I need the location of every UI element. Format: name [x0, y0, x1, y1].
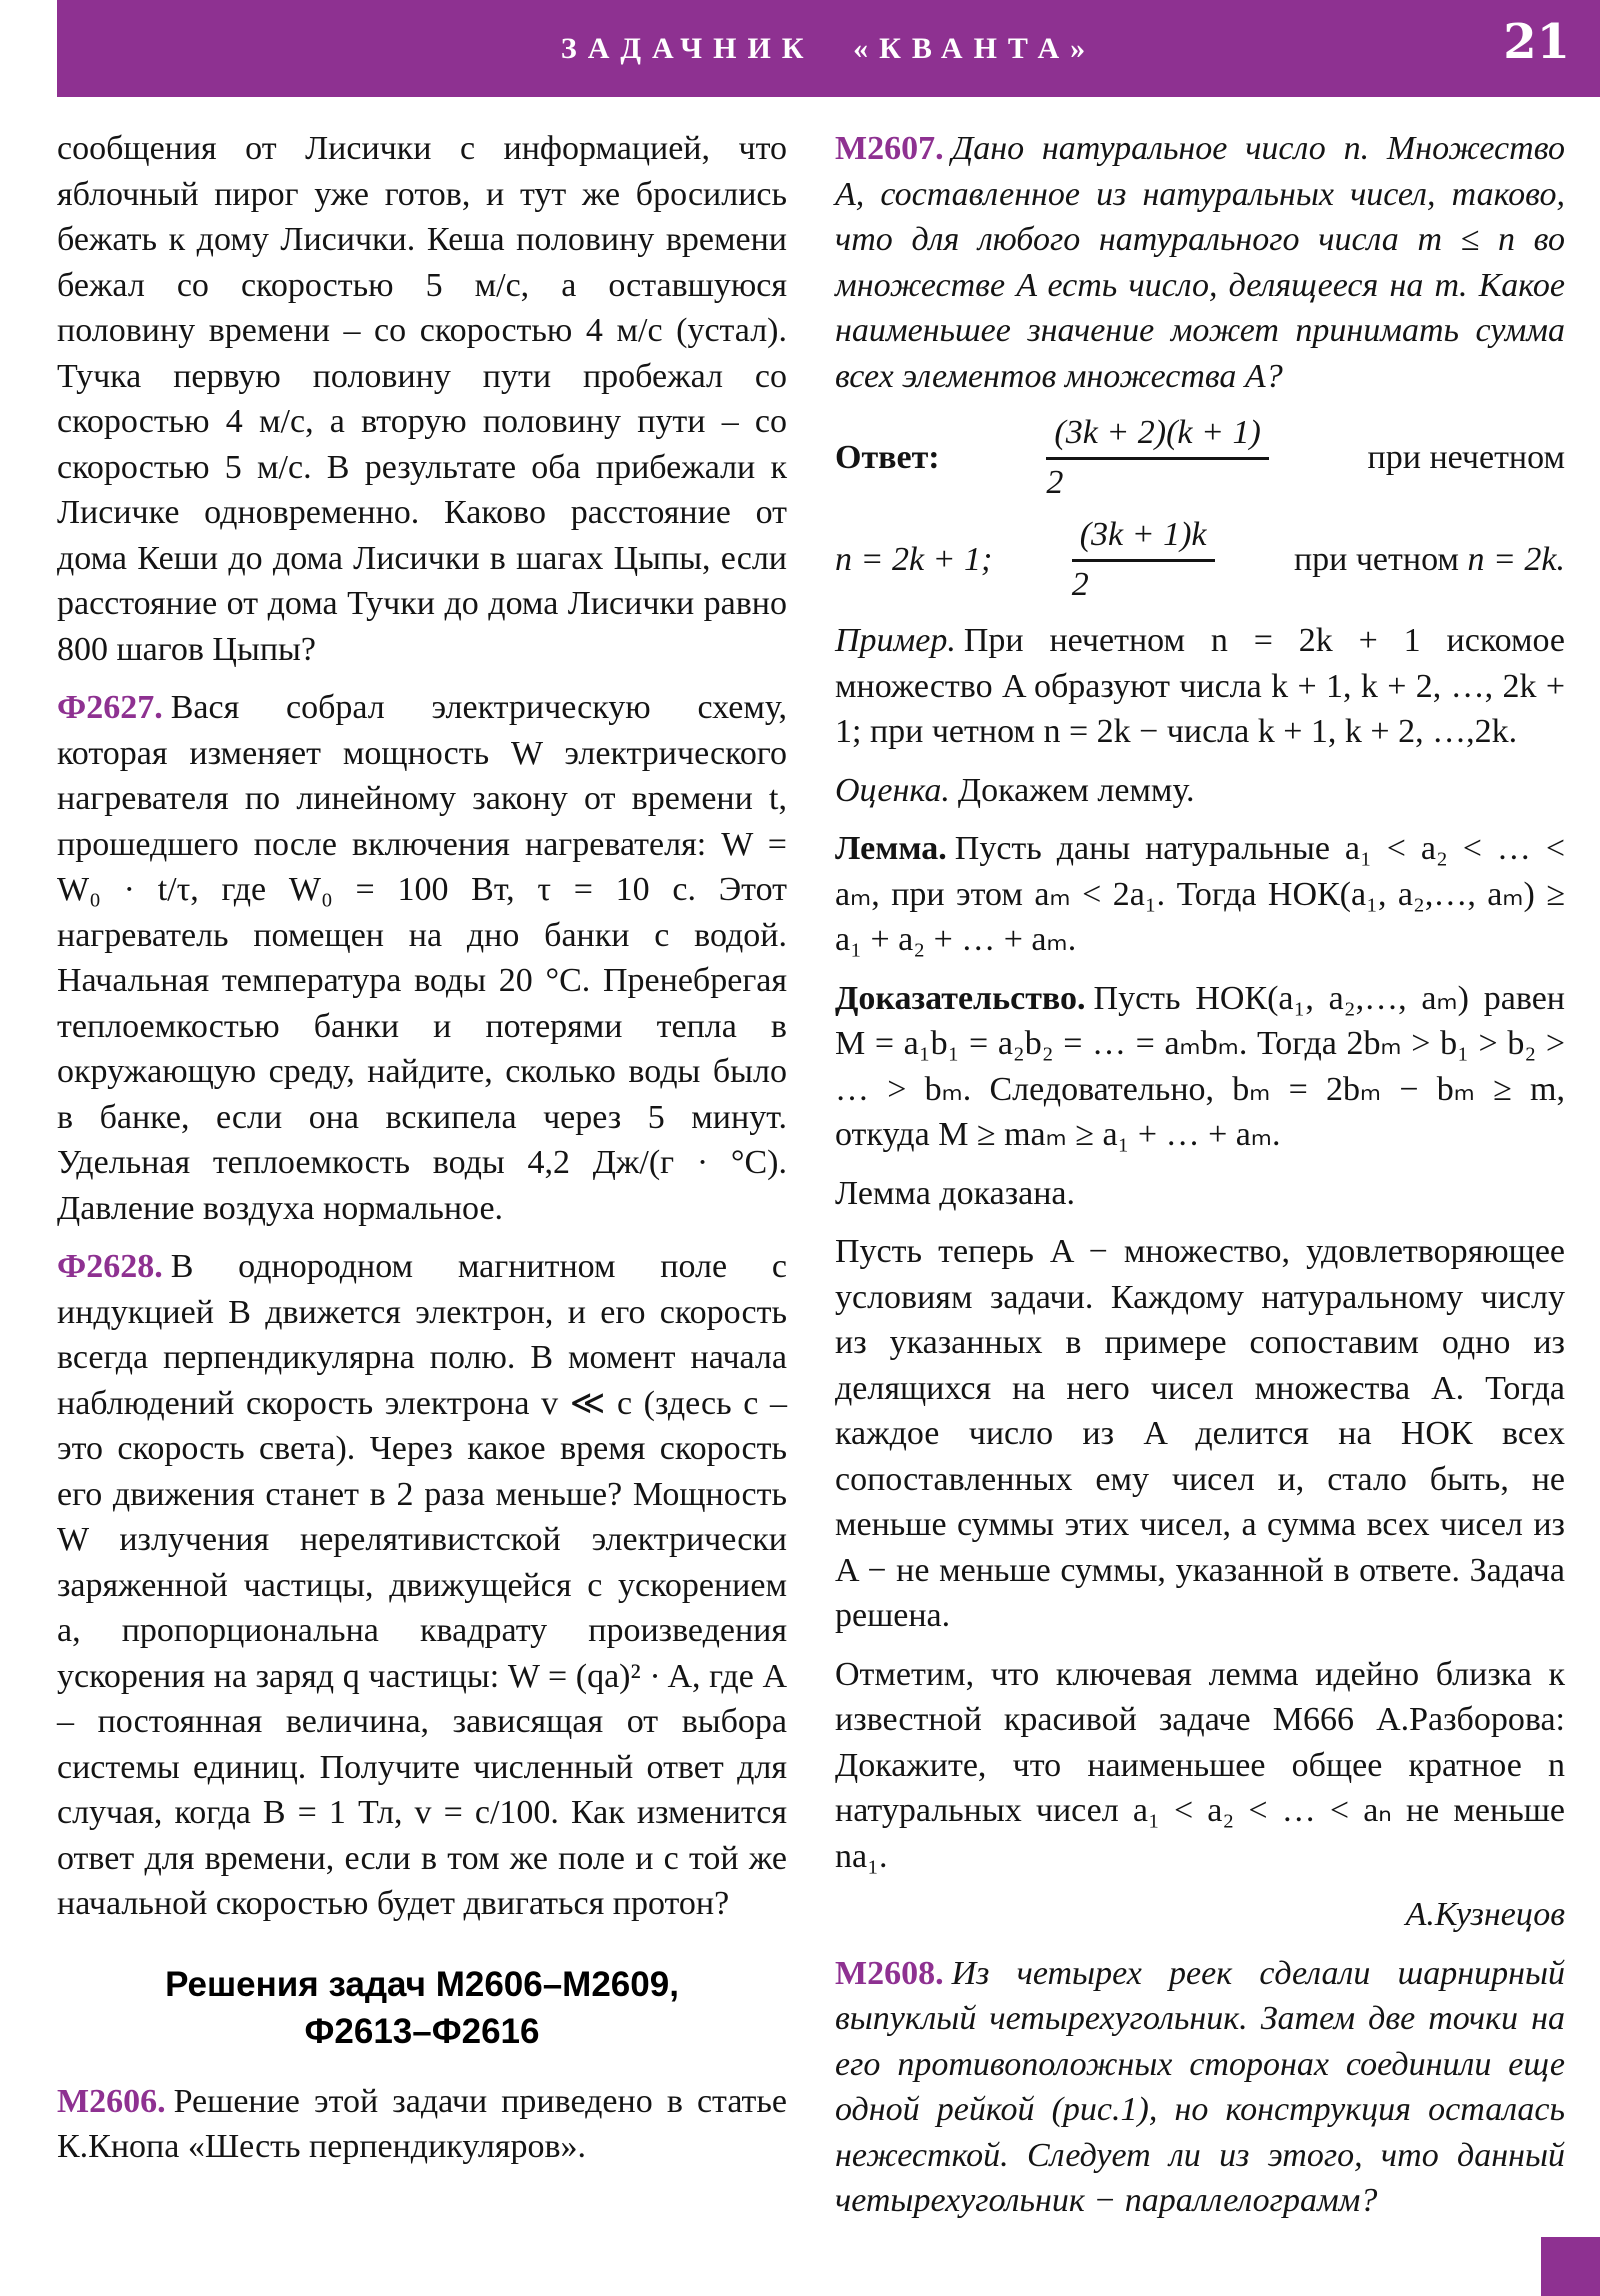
answer-n-odd: n = 2k + 1; — [835, 541, 993, 579]
solutions-heading-line2: Ф2613–Ф2616 — [304, 2011, 540, 2051]
problem-text: Вася собрал электрическую схему, которая изменяет мощность W электрического нагревателя по линейному закону от времени t, прошедшего после включения нагревателя: W = W₀ · t/τ, где W₀ = 100 Вт, τ = 10 с. Этот нагреватель помещен на дно банки с водой. Начальная температура воды 20 °С. Пренебрегая теплоемкостью банки и потерями тепла в окружающую среду, найдите, сколько воды было в банке, если она вскипела через 5 минут. Удельная теплоемкость воды 4,2 Дж/(г · °С). Давление воздуха нормальное. — [57, 689, 787, 1227]
problem-f2627 — [57, 685, 787, 1231]
fraction-denominator: 2 — [1046, 464, 1064, 501]
answer-label: Ответ: — [835, 439, 940, 477]
proof-paragraph — [835, 976, 1565, 1158]
lemma-label: Лемма. — [835, 830, 947, 867]
answer-n-even: n = 2k. — [1467, 541, 1565, 579]
page-header — [57, 0, 1600, 97]
note-text: Отметим, что ключевая лемма идейно близка к известной красивой задаче М666 А.Разборова: Докажите, что наименьшее общее кратное n натуральных чисел a₁ < a₂ < … < aₙ не меньше na₁. — [835, 1655, 1565, 1875]
example-paragraph — [835, 618, 1565, 755]
example-text: При нечетном n = 2k + 1 искомое множество A образуют числа k + 1, k + 2, …, 2k + 1; при четном n = 2k − числа k + 1, k + 2, …,2k. — [835, 622, 1565, 750]
answer-block — [835, 412, 1565, 606]
lemma-done-paragraph — [835, 1171, 1565, 1217]
estimate-text: Докажем лемму. — [957, 771, 1195, 809]
answer-row-odd — [835, 412, 1565, 504]
lemma-text: Пусть даны натуральные a₁ < a₂ < … < aₘ, при этом aₘ < 2a₁. Тогда НОК(a₁, a₂,…, aₘ) ≥ a₁ + a₂ + … + aₘ. — [835, 830, 1565, 958]
answer-condition-even — [1294, 537, 1565, 583]
section-title: ЗАДАЧНИК «КВАНТА» — [560, 31, 1097, 65]
answer-condition-even-text: при четном — [1293, 541, 1459, 579]
solution-m2606 — [57, 2079, 787, 2170]
answer-row-even — [835, 514, 1565, 606]
corner-decoration — [1541, 2237, 1600, 2296]
right-column — [835, 126, 1565, 2237]
page-number: 21 — [1503, 14, 1570, 70]
lemma-done-text: Лемма доказана. — [835, 1174, 1076, 1212]
paragraph-text: сообщения от Лисички с информацией, что яблочный пирог уже готов, и тут же бросились бежать к дому Лисички. Кеша половину времени бежал со скоростью 5 м/с, а оставшуюся половину времени – со скоростью 4 м/с (устал). Тучка первую половину пути пробежал со скоростью 4 м/с, а вторую половину пути – со скоростью 5 м/с. В результате оба прибежали к Лисичке одновременно. Каково расстояние от дома Кеши до дома Лисички в шагах Цыпы, если расстояние от дома Тучки до дома Лисички равно 800 шагов Цыпы? — [57, 130, 787, 668]
main-solution-text: Пусть теперь A − множество, удовлетворяющее условиям задачи. Каждому натуральному числу из указанных в примере сопоставим одно из делящихся на него чисел множества A. Тогда каждое число из A делится на НОК всех сопоставленных ему чисел и, стало быть, не меньше суммы этих чисел, а сумма всех чисел из A − не меньше суммы, указанной в ответе. Задача решена. — [835, 1233, 1565, 1634]
problem-text: В однородном магнитном поле с индукцией B движется электрон, и его скорость всегда перпендикулярна полю. В момент начала наблюдений скорость электрона v ≪ c (здесь c – это скорость света). Через какое время скорость его движения станет в 2 раза меньше? Мощность W излучения нерелятивистской электрически заряженной частицы, движущейся с ускорением a, пропорциональна квадрату произведения ускорения на заряд q частицы: W = (qa)² · A, где A – постоянная величина, зависящая от выбора системы единиц. Получите численный ответ для случая, когда B = 1 Тл, v = c/100. Как изменится ответ для времени, если в том же поле и с той же начальной скоростью будет двигаться протон? — [57, 1248, 787, 1922]
problem-text: Дано натуральное число n. Множество A, составленное из натуральных чисел, таково, что для любого натурального числа m ≤ n во множестве A есть число, делящееся на m. Какое наименьшее значение может принимать сумма всех элементов множества A? — [835, 130, 1565, 395]
problem-label: М2607. — [835, 130, 944, 167]
fraction-numerator: (3k + 1)k — [1072, 514, 1215, 562]
problem-label: Ф2627. — [57, 689, 163, 726]
left-column — [57, 126, 787, 2237]
answer-fraction-odd — [1046, 412, 1268, 504]
problem-f2628 — [57, 1244, 787, 1927]
author-signature: А.Кузнецов — [1405, 1896, 1565, 1933]
estimate-label: Оценка. — [835, 771, 950, 809]
note-paragraph — [835, 1652, 1565, 1880]
problem-label: Ф2628. — [57, 1248, 163, 1285]
proof-text: Пусть НОК(a₁, a₂,…, aₘ) равен M = a₁b₁ = a₂b₂ = … = aₘbₘ. Тогда 2bₘ > b₁ > b₂ > … > bₘ. Следовательно, bₘ = 2bₘ − bₘ ≥ m, откуда M ≥ maₘ ≥ a₁ + … + aₘ. — [835, 979, 1565, 1153]
problem-m2607 — [835, 126, 1565, 399]
example-label: Пример. — [835, 622, 956, 659]
lemma-paragraph — [835, 826, 1565, 963]
problem-label: М2608. — [835, 1954, 944, 1992]
solutions-heading-line1: Решения задач М2606–М2609, — [165, 1964, 679, 2004]
problem-label: М2606. — [57, 2082, 166, 2120]
problem-m2608 — [835, 1951, 1565, 2224]
solutions-heading — [57, 1961, 787, 2055]
paragraph-continuation — [57, 126, 787, 672]
problem-text: Из четырех реек сделали шарнирный выпуклый четырехугольник. Затем две точки на его противоположных сторонах соединили еще одной рейкой (рис.1), но конструкция осталась нежесткой. Следует ли из этого, что данный четырехугольник − параллелограмм? — [835, 1954, 1565, 2219]
fraction-denominator: 2 — [1071, 566, 1089, 603]
fraction-numerator: (3k + 2)(k + 1) — [1046, 412, 1268, 460]
proof-label: Доказательство. — [835, 979, 1086, 1017]
answer-condition-odd: при нечетном — [1367, 439, 1565, 477]
answer-fraction-even — [1072, 514, 1215, 606]
solution-text: Решение этой задачи приведено в статье К.Кнопа «Шесть перпендикуляров». — [57, 2082, 787, 2165]
estimate-paragraph — [835, 768, 1565, 814]
main-solution-paragraph — [835, 1229, 1565, 1639]
page-body — [57, 126, 1565, 2237]
